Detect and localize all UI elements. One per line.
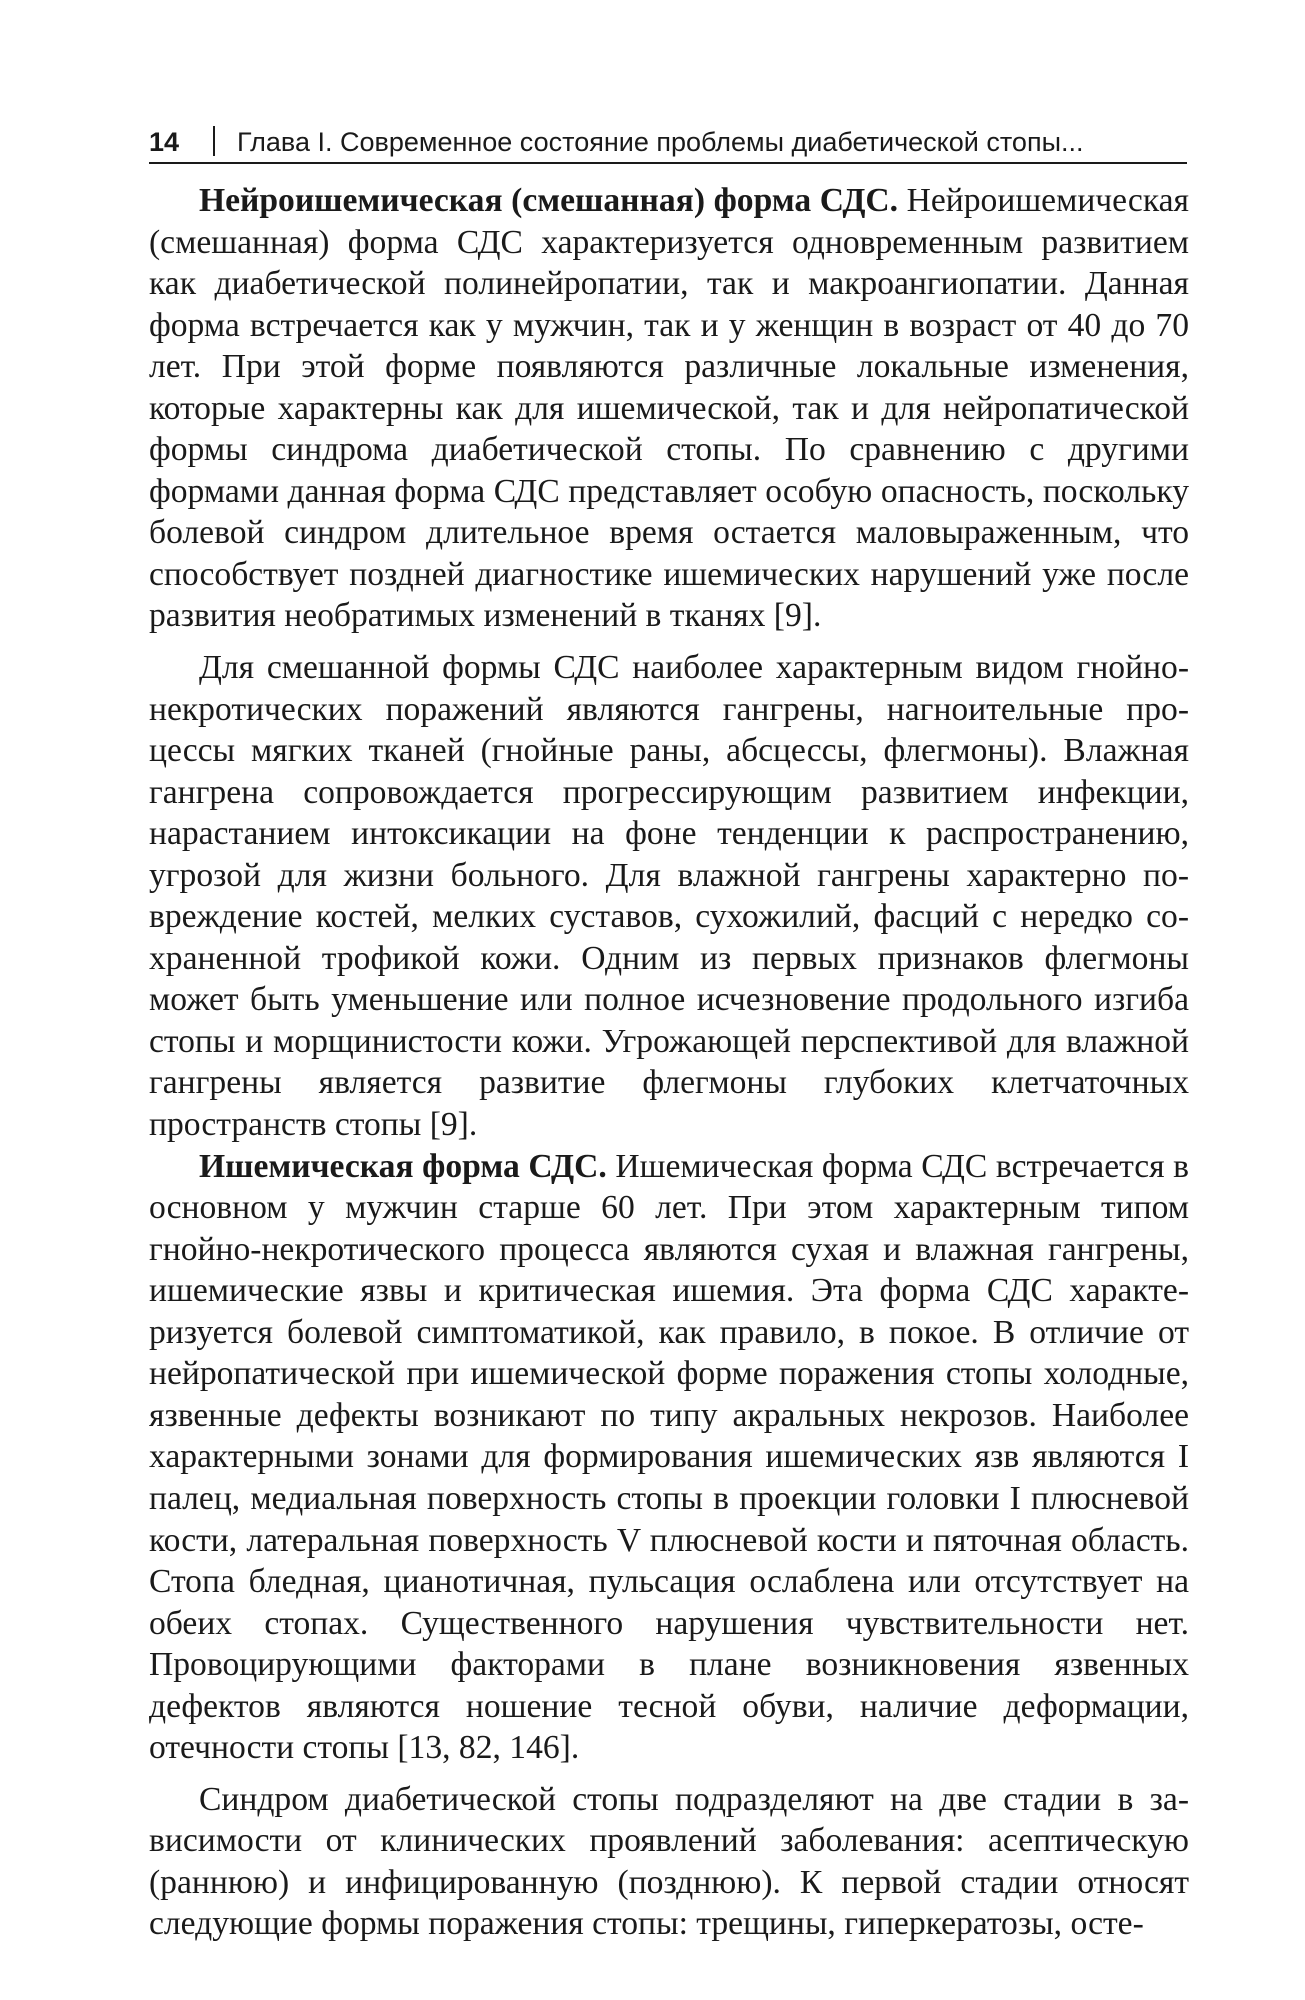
paragraph-ischemic-form bbox=[149, 1146, 1189, 1769]
body-text bbox=[149, 180, 1189, 1945]
run-in-heading: Ишемическая форма СДС. bbox=[199, 1147, 607, 1185]
header-rule bbox=[149, 162, 1187, 164]
page-number: 14 bbox=[149, 127, 180, 157]
paragraph-text: Ишемическая форма СДС встречается в основном у мужчин старше 60 лет. При этом характерным типом гнойно-некротического процесса являются сухая и влажная гангрены, ишемические язвы и критическая ишемия. Эта форма СДС характеризуется болевой симптоматикой, как правило, в покое. В отличие от нейропатической при ишемической форме поражения стопы холодные, язвенные дефекты возникают по типу акральных некрозов. Наиболее характерными зонами для формирования ишемических язв являются I палец, медиальная поверхность стопы в проекции головки I плюсневой кости, латеральная поверхность V плюсневой кости и пяточная область. Стопа бледная, цианотичная, пульсация ослаблена или отсутствует на обеих стопах. Существенного нарушения чувствительности нет. Провоцирующими факторами в плане возникновения язвенных дефектов являются ношение тесной обуви, наличие деформации, отечности стопы [13, 82, 146]. bbox=[149, 1147, 1190, 1767]
run-in-heading: Нейроишемическая (смешанная) форма СДС. bbox=[199, 182, 899, 219]
running-header bbox=[149, 124, 1187, 164]
paragraph-text: Синдром диабетической стопы подразделяют на две стадии в зависимости от клинических проявлений заболевания: асептическую (раннюю) и инфицированную (позднюю). К первой стадии относят следующие формы поражения стопы: трещины, гиперкератозы, осте- bbox=[149, 1780, 1189, 1943]
chapter-title: Глава I. Современное состояние проблемы диабетической стопы... bbox=[237, 127, 1084, 157]
header-separator bbox=[213, 126, 215, 156]
paragraph-text: Нейроишемическая (смешанная) форма СДС характеризуется одновременным развитием как диабетической полинейропатии, так и макроангиопатии. Данная форма встречается как у мужчин, так и у женщин в возраст от 40 до 70 лет. При этой форме появляются различные локальные изменения, которые характерны как для ишемической, так и для нейропатической формы синдрома диабетической стопы. По сравнению с другими формами данная форма СДС представляет особую опасность, поскольку болевой синдром длительное время остается маловыраженным, что способствует поздней диагностике ишемических нарушений уже после развития необратимых изменений в тканях [9]. bbox=[149, 182, 1189, 635]
paragraph-syndrome-stages bbox=[149, 1779, 1189, 1945]
paragraph-neuroischemic-form bbox=[149, 180, 1189, 637]
paragraph-mixed-form-lesions bbox=[149, 647, 1189, 1146]
paragraph-text: Для смешанной формы СДС наиболее характерным видом гнойнонекротических поражений являются гангрены, нагноительные процессы мягких тканей (гнойные раны, абсцессы, флегмоны). Влажная гангрена сопровождается прогрессирующим развитием инфекции, нарастанием интоксикации на фоне тенденции к распространению, угрозой для жизни больного. Для влажной гангрены характерно повреждение костей, мелких суставов, сухожилий, фасций с нередко сохраненной трофикой кожи. Одним из первых признаков флегмоны может быть уменьшение или полное исчезновение продольного изгиба стопы и морщинистости кожи. Угрожающей перспективой для влажной гангрены является развитие флегмоны глубоких клетчаточных пространств стопы [9]. bbox=[149, 649, 1189, 1144]
